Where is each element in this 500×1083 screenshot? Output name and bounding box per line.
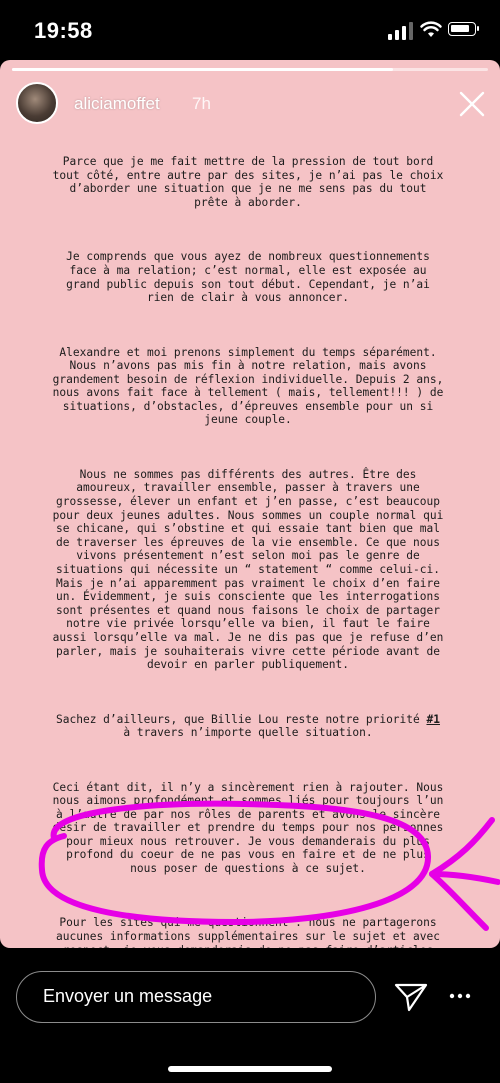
- paragraph-5-start: Sachez d’ailleurs, que Billie Lou reste notre priorité: [56, 712, 427, 726]
- story-progress-fill: [12, 68, 393, 71]
- story-paragraph-1: Parce que je me fait mettre de la pression de tout bord tout côté, entre autre par des sites, je n’ai pas le choix d’aborder une situation que je ne me sens pas du tout prête à aborder.: [52, 155, 451, 209]
- story-time-ago: 7h: [192, 94, 211, 113]
- story-progress-bar: [12, 68, 488, 71]
- story-paragraph-2: Je comprends que vous ayez de nombreux questionnements face à ma relation; c’est normal, elle est exposée au grand public depuis son tout début. Cependant, je n’ai rien de clair à vous annoncer.: [66, 250, 437, 305]
- hand-drawn-arrow-icon: [420, 812, 500, 932]
- send-message-input[interactable]: Envoyer un message: [16, 971, 376, 1023]
- wifi-icon: [420, 20, 442, 38]
- battery-icon: [448, 22, 476, 36]
- priority-number: #1: [426, 712, 440, 726]
- home-indicator[interactable]: [168, 1066, 332, 1072]
- story-paragraph-4: Nous ne sommes pas différents des autres. Être des amoureux, travailler ensemble, passer à travers une grossesse, élever un enfant et j’en passe, c’est beaucoup pour deux jeunes adultes. Nous sommes un couple normal qui se chicane, qui s’obstine et qui essaie tant bien que mal de traverser les épreuves de la vie ensemble. Ce que nous vivons présentement n’est selon moi pas le genre de situations qui nécessite un “ statement “ comme celui-ci. Mais je n’ai apparemment pas vraiment le choix d’en faire un. Évidemment, je suis consciente que les interrogations sont présentes et quand nous faisons le choix de partager notre vie privée lorsqu’elle va bien, il faut le faire aussi lorsqu’elle va mal. Je ne dis pas que je refuse d’en parler, mais je souhaiterais vivre cette période avant de devoir en parler publiquement.: [52, 467, 451, 672]
- story-paragraph-6: Ceci étant dit, il n’y a sincèrement rien à rajouter. Nous nous aimons profondément et sommes liés pour toujours l’un à l’autre de par nos rôles de parents et avons le sincère désir de travailler et prendre du temps pour nos personnes pour mieux nous retrouver. Je vous demanderais du plus profond du coeur de ne pas vous en faire et de ne plus nous poser de questions à ce sujet.: [52, 780, 451, 876]
- paragraph-5-end: à travers n’importe quelle situation.: [123, 712, 447, 740]
- paper-plane-icon[interactable]: [394, 982, 428, 1012]
- close-icon[interactable]: [458, 90, 486, 118]
- highlighted-paragraph: Pour les sites qui me questionnent : nous ne partagerons aucunes informations supplémentaires sur le sujet et avec: [56, 916, 440, 944]
- avatar[interactable]: [16, 82, 58, 124]
- reply-bar: [0, 948, 500, 1083]
- story-frame: [0, 60, 500, 948]
- username[interactable]: aliciamoffet: [74, 94, 160, 113]
- highlight-circle-drawing: [34, 798, 434, 928]
- cellular-signal-icon: [388, 22, 414, 40]
- story-paragraph-5: [50, 713, 446, 740]
- status-time: 19:58: [34, 18, 93, 43]
- more-options-icon[interactable]: [448, 986, 472, 1006]
- status-bar: [0, 0, 500, 60]
- story-paragraph-3: Alexandre et moi prenons simplement du temps séparément. Nous n’avons pas mis fin à notre relation, mais avons grandement besoin de réflexion individuelle. Depuis 2 ans, nous avons fait face à tellement ( mais, tellement!!! ) de situations, d’obstacles, d’épreuves ensemble pour un si jeune couple.: [52, 345, 451, 427]
